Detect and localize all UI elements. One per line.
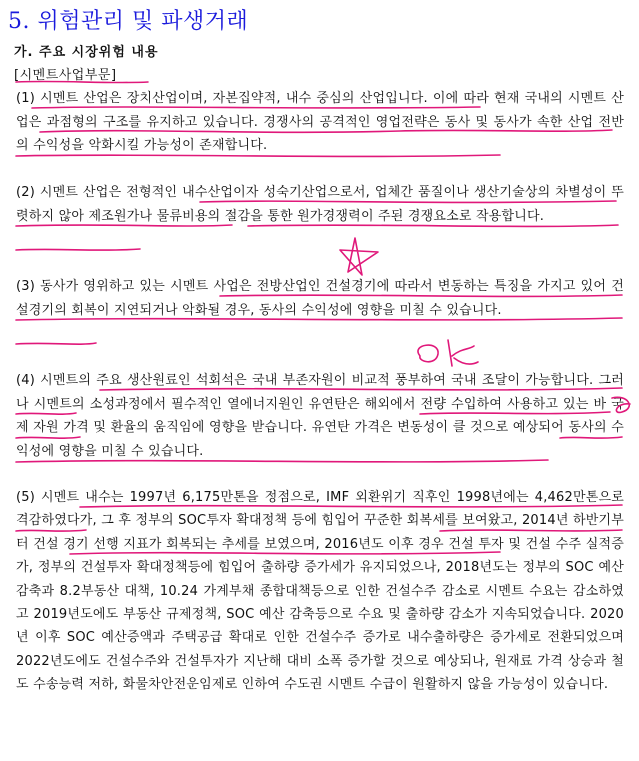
paragraph-3: (3) 동사가 영위하고 있는 시멘트 사업은 전방산업인 건설경기에 따라서 변동하는 특징을 가지고 있어 건설경기의 회복이 지연되거나 악화될 경우, 동사의 수익성에 영향을 미칠 수 있습니다. <box>16 279 624 318</box>
segment-label: [시멘트사업부문] <box>14 68 117 83</box>
paragraph-1: (1) 시멘트 산업은 장치산업이며, 자본집약적, 내수 중심의 산업입니다. 이에 따라 현재 국내의 시멘트 산업은 과점형의 구조를 유지하고 있습니다. 경쟁사의 공격적인 영업전략은 동사 및 동사가 속한 산업 전반의 수익성을 악화시킬 가능성이 존재합니다. <box>16 91 624 153</box>
underline-p2-line3 <box>16 249 140 250</box>
paragraph-4: (4) 시멘트의 주요 생산원료인 석회석은 국내 부존자원이 비교적 풍부하여 국내 조달이 가능합니다. 그러나 시멘트의 소성과정에서 필수적인 열에너지원인 유연탄은 해외에서 전량 수입하여 사용하고 있는 바 국제 자원 가격 및 환율의 움직임에 영향을 받습니다. 유연탄 가격은 변동성이 클 것으로 예상되어 동사의 수익성에 영향을 미칠 수 있습니다. <box>16 373 624 459</box>
paragraph-2: (2) 시멘트 산업은 전형적인 내수산업이자 성숙기산업으로서, 업체간 품질이나 생산기술상의 차별성이 뚜렷하지 않아 제조원가나 물류비용의 절감을 통한 원가경쟁력이 주된 경쟁요소로 작용합니다. <box>16 185 624 224</box>
paragraph-5: (5) 시멘트 내수는 1997년 6,175만톤을 정점으로, IMF 외환위기 직후인 1998년에는 4,462만톤으로 격감하였다가, 그 후 정부의 SOC투자 확대정책 등에 힘입어 꾸준한 회복세를 보여왔고, 2014년 하반기부터 건설 경기 선행 지표가 회복되는 추세를 보였으며, 2016년도 이후 경우 건설 투자 및 건설 수주 실적증가, 정부의 건설투자 확대정책등에 힘입어 출하량 증가세가 유지되었으나, 2018년도는 정부의 SOC 예산 감축과 8.2부동산 대책, 10.24 가계부채 종합대책등으로 인한 건설수주 감소로 시멘트 수요는 감소하였고 2019년도에도 부동산 규제정책, SOC 예산 감축등으로 수요 및 출하량 감소가 지속되었습니다. 2020년 이후 SOC 예산증액과 주택공급 확대로 인한 건설수주 증가로 내수출하량은 증가세로 전환되었으며 2022년도에도 건설수주와 건설투자가 지난해 대비 소폭 증가할 것으로 예상되나, 원재료 가격 상승과 철도 수송능력 저하, 화물차안전운임제로 인하여 수도권 시멘트 수급이 원활하지 않을 가능성이 있습니다. <box>16 490 624 693</box>
star-icon <box>340 238 378 275</box>
underline-p3-line3 <box>16 343 96 344</box>
section-title: 5. 위험관리 및 파생거래 <box>8 9 249 34</box>
subsection-title: 가. 주요 시장위험 내용 <box>14 45 159 60</box>
ok-mark-icon <box>418 340 478 366</box>
